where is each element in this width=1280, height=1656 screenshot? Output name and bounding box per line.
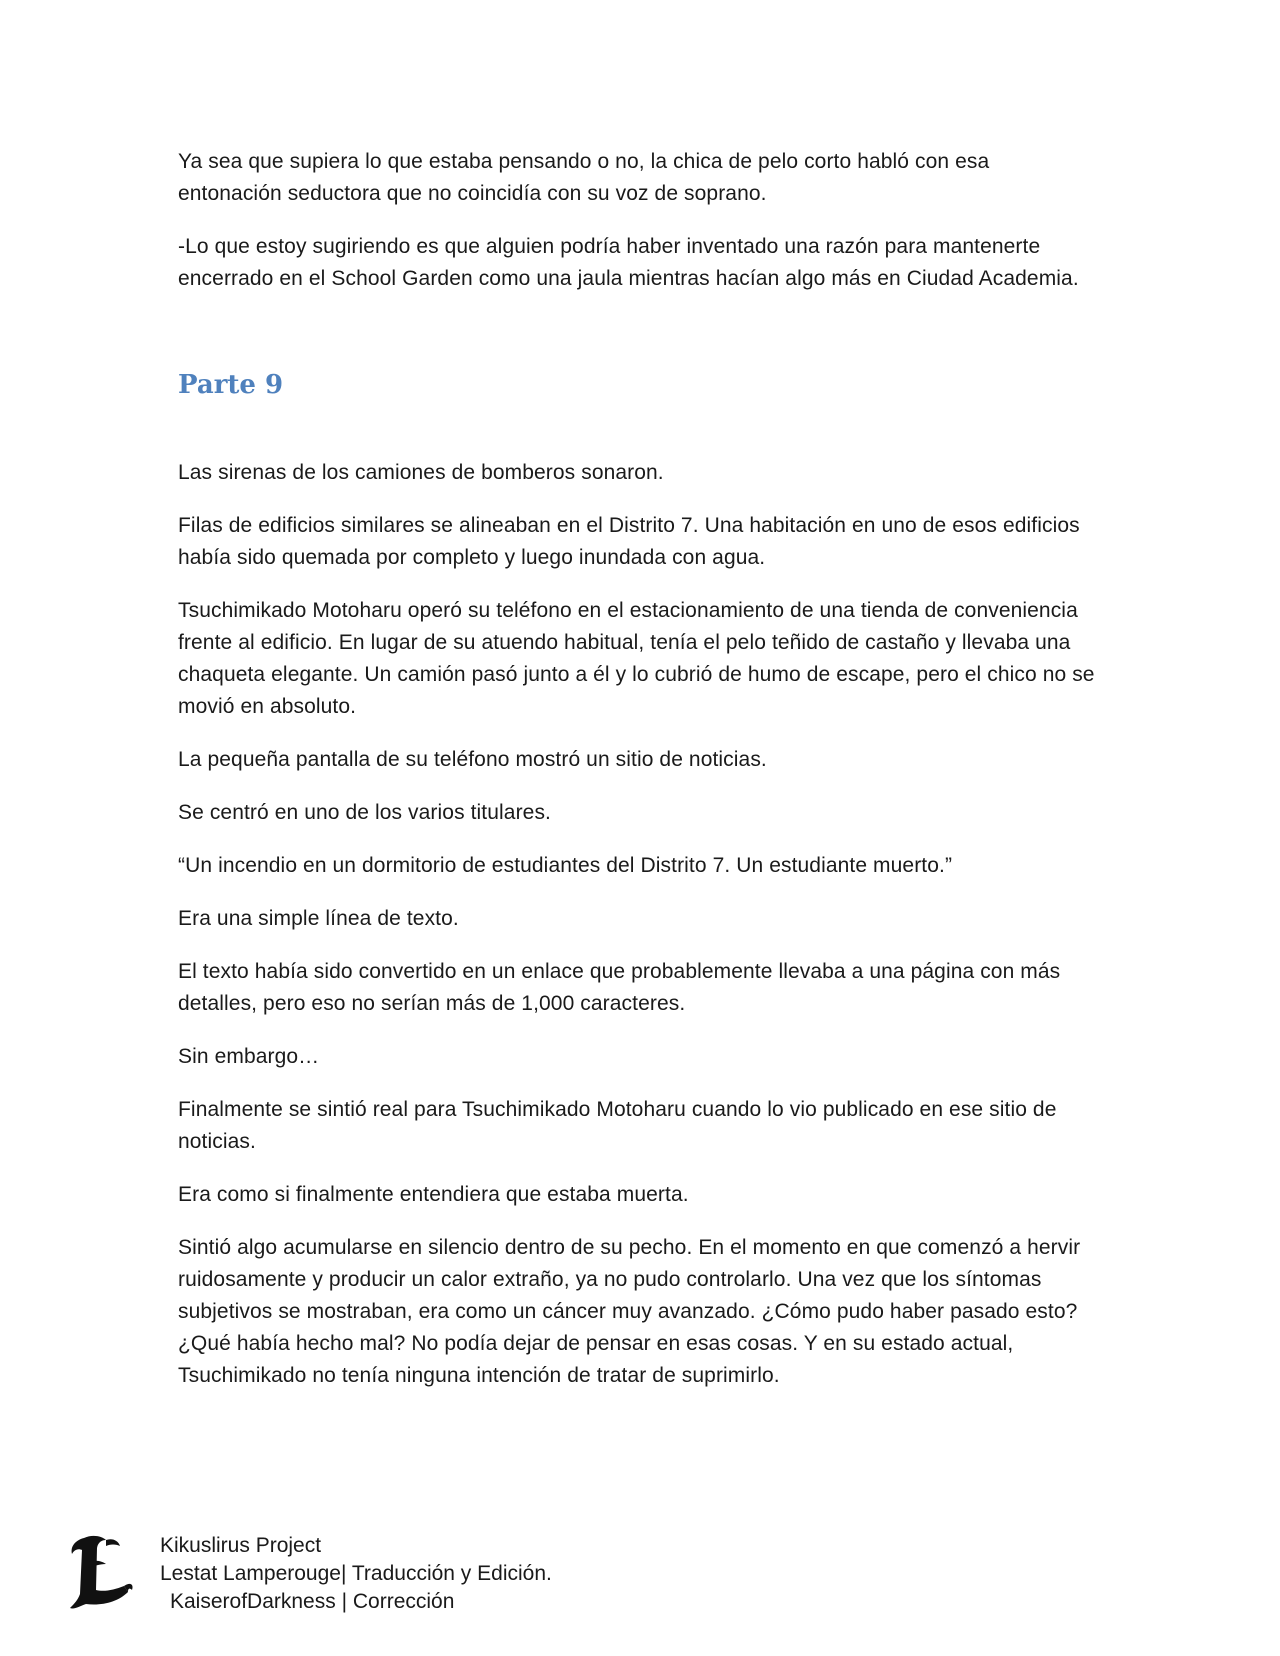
footer-correction-credit: KaiserofDarkness | Corrección (170, 1590, 455, 1613)
footer-credits (160, 1532, 552, 1616)
paragraph: “Un incendio en un dormitorio de estudiantes del Distrito 7. Un estudiante muerto.” (178, 854, 953, 877)
section-heading: Parte 9 (178, 370, 284, 400)
paragraph: Se centró en uno de los varios titulares. (178, 801, 551, 824)
paragraph: -Lo que estoy sugiriendo es que alguien podría haber inventado una razón para mantenerte encerrado en el School Garden como una jaula mientras hacían algo más en Ciudad Academia. (178, 235, 1079, 290)
paragraph: Tsuchimikado Motoharu operó su teléfono en el estacionamiento de una tienda de conveniencia frente al edificio. En lugar de su atuendo habitual, tenía el pelo teñido de castaño y llevaba una chaqueta elegante. Un camión pasó junto a él y lo cubrió de humo de escape, pero el chico no se movió en absoluto. (178, 599, 1095, 718)
paragraph: El texto había sido convertido en un enlace que probablemente llevaba a una página con más detalles, pero eso no serían más de 1,000 caracteres. (178, 960, 1061, 1015)
document-body (178, 146, 1098, 1413)
paragraph: Filas de edificios similares se alineaban en el Distrito 7. Una habitación en uno de esos edificios había sido quemada por completo y luego inundada con agua. (178, 514, 1080, 569)
paragraph: Sin embargo… (178, 1045, 320, 1068)
paragraph: Era como si finalmente entendiera que estaba muerta. (178, 1183, 689, 1206)
paragraph: Sintió algo acumularse en silencio dentro de su pecho. En el momento en que comenzó a hervir ruidosamente y producir un calor extraño, ya no pudo controlarlo. Una vez que los síntomas subjetivos se mostraban, era como un cáncer muy avanzado. ¿Cómo pudo haber pasado esto? ¿Qué había hecho mal? No podía dejar de pensar en esas cosas. Y en su estado actual, Tsuchimikado no tenía ninguna intención de tratar de suprimirlo. (178, 1236, 1081, 1387)
footer-translation-credit: Lestat Lamperouge| Traducción y Edición. (160, 1562, 552, 1585)
paragraph: Las sirenas de los camiones de bomberos sonaron. (178, 461, 664, 484)
footer-project-name: Kikuslirus Project (160, 1534, 322, 1557)
paragraph: Ya sea que supiera lo que estaba pensando o no, la chica de pelo corto habló con esa entonación seductora que no coincidía con su voz de soprano. (178, 150, 990, 205)
paragraph: La pequeña pantalla de su teléfono mostró un sitio de noticias. (178, 748, 767, 771)
paragraph: Era una simple línea de texto. (178, 907, 459, 930)
paragraph: Finalmente se sintió real para Tsuchimikado Motoharu cuando lo vio publicado en ese sitio de noticias. (178, 1098, 1057, 1153)
page-footer (66, 1532, 766, 1642)
gothic-L-logo-icon (66, 1532, 136, 1612)
